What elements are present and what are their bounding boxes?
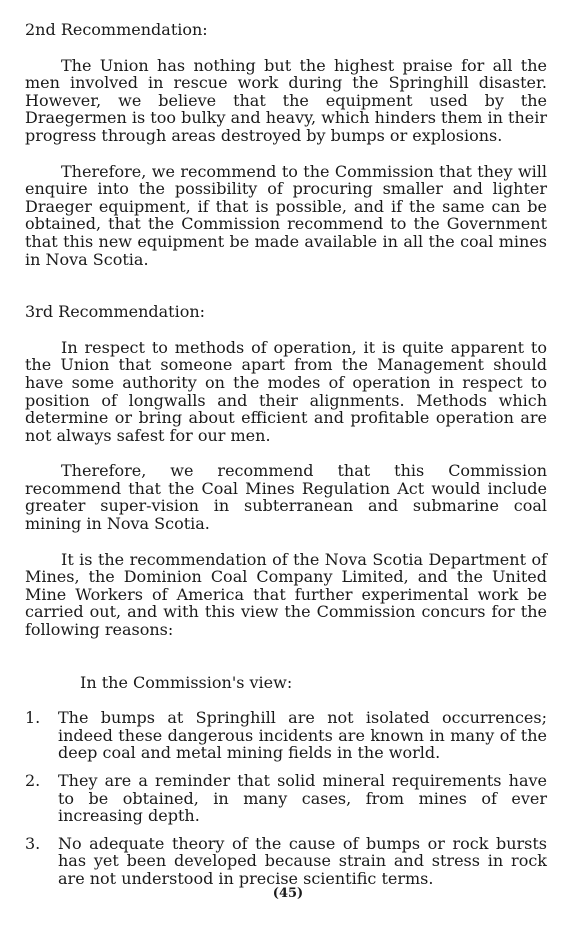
list-item-number: 2. bbox=[25, 771, 41, 790]
list-item-number: 3. bbox=[25, 833, 41, 853]
commission-view-label: In the Commission's view: bbox=[80, 672, 293, 692]
list-item bbox=[25, 772, 547, 825]
list-item-number: 1. bbox=[25, 708, 41, 728]
list-item bbox=[25, 835, 547, 888]
list-item-text: The bumps at Springhill are not isolated occurrences; indeed these dangerous incidents are known in many of the deep coal and metal mining fields in the world. bbox=[58, 708, 547, 763]
paragraph-draeger-recommendation: Therefore, we recommend to the Commission that they will enquire into the possibility of procuring smaller and lighter Draeger equipment, if that is possible, and if the same can be obtained, that the Commission recommend to the Government that this new equipment be made available in all the coal mines in Nova Scotia. bbox=[25, 161, 547, 269]
page-number: (45) bbox=[272, 886, 304, 901]
section-heading-3rd-recommendation: 3rd Recommendation: bbox=[25, 302, 206, 322]
reasons-list bbox=[25, 709, 547, 887]
paragraph-union-praise: The Union has nothing but the highest praise for all the men involved in rescue work during the Springhill disaster. However, we believe that the equipment used by the Draegermen is too bulky and heavy, which hinders them in their progress through areas destroyed by bumps or explosions. bbox=[25, 55, 547, 145]
paragraph-experimental-work: It is the recommendation of the Nova Scotia Department of Mines, the Dominion Coal Company Limited, and the United Mine Workers of America that further experimental work be carried out, and with this view the Commission concurs for the following reasons: bbox=[25, 549, 547, 640]
document-page bbox=[25, 21, 547, 888]
list-item-text: No adequate theory of the cause of bumps or rock bursts has yet been developed because strain and stress in rock are not understood in precise scientific terms. bbox=[58, 833, 547, 888]
paragraph-regulation-act: Therefore, we recommend that this Commission recommend that the Coal Mines Regulation Act would include greater super-vision in subterranean and submarine coal mining in Nova Scotia. bbox=[25, 461, 547, 534]
list-item-text: They are a reminder that solid mineral requirements have to be obtained, in many cases, from mines of ever increasing depth. bbox=[58, 771, 547, 826]
paragraph-methods-of-operation: In respect to methods of operation, it is quite apparent to the Union that someone apart from the Management should have some authority on the modes of operation in respect to position of longwalls and their alignments. Methods which determine or bring about efficient and profitable operation are not always safest for our men. bbox=[25, 337, 547, 445]
list-item bbox=[25, 709, 547, 762]
section-heading-2nd-recommendation: 2nd Recommendation: bbox=[25, 20, 208, 39]
